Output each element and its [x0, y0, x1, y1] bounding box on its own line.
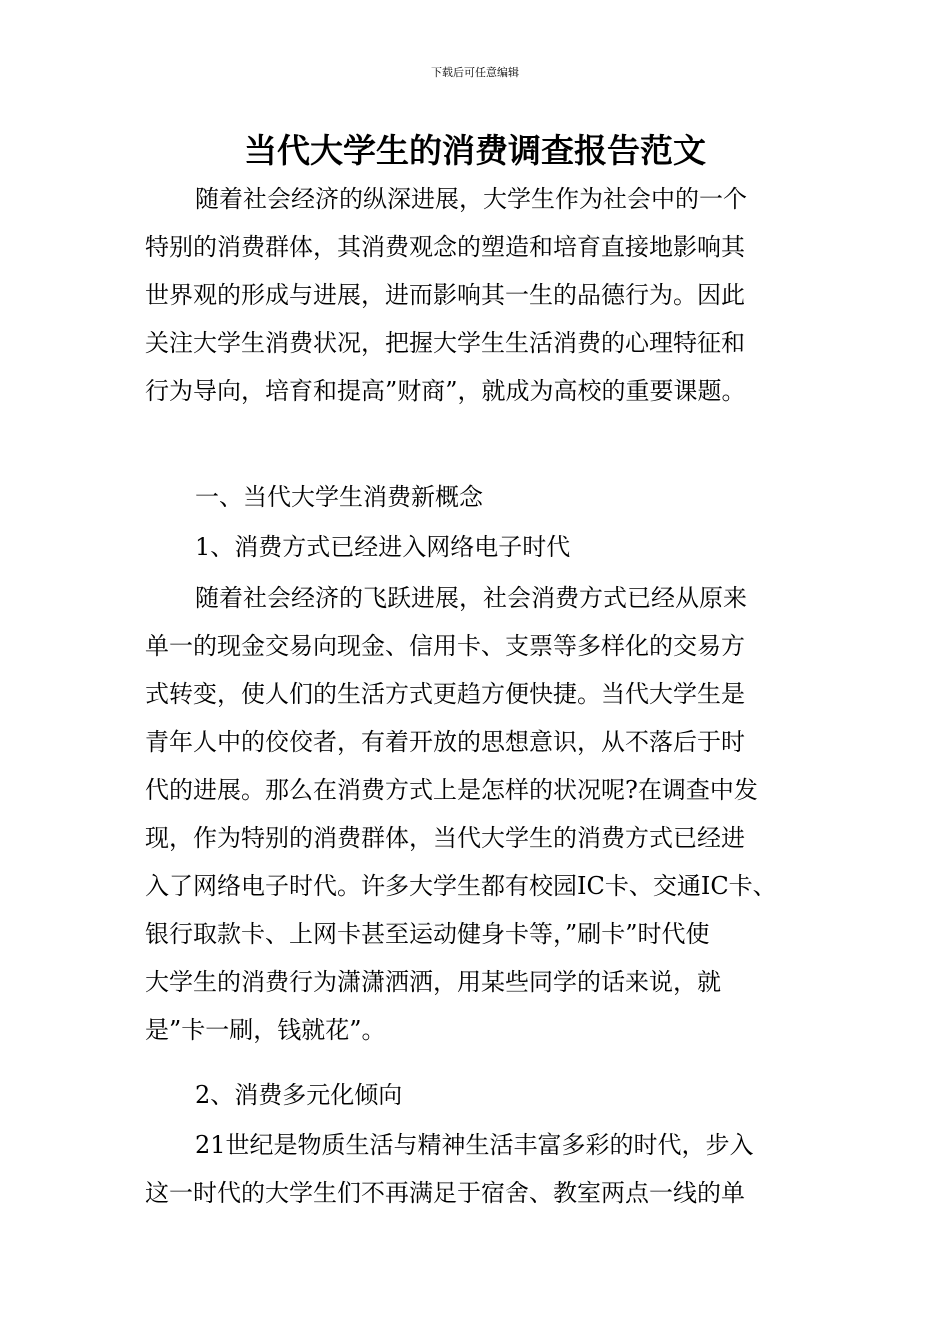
header-note: 下载后可任意编辑	[431, 66, 519, 79]
text-line: 这一时代的大学生们不再满足于宿舍、教室两点一线的单	[145, 1179, 745, 1207]
sub1-heading: 1、消费方式已经进入网络电子时代	[195, 533, 571, 561]
text-line: 21世纪是物质生活与精神生活丰富多彩的时代，步入	[195, 1131, 754, 1159]
intro-paragraph	[145, 175, 825, 415]
text-line: 代的进展。那么在消费方式上是怎样的状况呢?在调查中发	[145, 776, 758, 804]
text-line: 特别的消费群体，其消费观念的塑造和培育直接地影响其	[145, 233, 745, 261]
text-line: 大学生的消费行为潇潇洒洒，用某些同学的话来说，就	[145, 968, 721, 996]
text-line: 随着社会经济的飞跃进展，社会消费方式已经从原来	[195, 584, 747, 612]
text-line: 随着社会经济的纵深进展，大学生作为社会中的一个	[195, 185, 747, 213]
sub2-paragraph	[145, 1121, 825, 1217]
document-title: 当代大学生的消费调查报告范文	[244, 131, 706, 170]
text-line: 现，作为特别的消费群体，当代大学生的消费方式已经进	[145, 824, 745, 852]
text-line: 银行取款卡、上网卡甚至运动健身卡等，”刷卡”时代使	[145, 920, 710, 948]
text-line: 青年人中的佼佼者，有着开放的思想意识，从不落后于时	[145, 728, 745, 756]
text-line: 行为导向，培育和提高”财商”，就成为高校的重要课题。	[145, 377, 746, 405]
sub1-paragraph	[145, 574, 825, 1054]
sub2-heading: 2、消费多元化倾向	[195, 1081, 403, 1109]
text-line: 单一的现金交易向现金、信用卡、支票等多样化的交易方	[145, 632, 745, 660]
subsection-heading	[145, 1071, 825, 1119]
text-line: 式转变，使人们的生活方式更趋方便快捷。当代大学生是	[145, 680, 745, 708]
text-line: 世界观的形成与进展，进而影响其一生的品德行为。因此	[145, 281, 745, 309]
text-line: 是”卡一刷，钱就花”。	[145, 1016, 386, 1044]
section-heading	[145, 473, 825, 521]
subsection-heading	[145, 523, 825, 571]
text-line: 入了网络电子时代。许多大学生都有校园IC卡、交通IC卡、	[145, 872, 777, 900]
section1-heading: 一、当代大学生消费新概念	[195, 483, 483, 511]
text-line: 关注大学生消费状况，把握大学生生活消费的心理特征和	[145, 329, 745, 357]
